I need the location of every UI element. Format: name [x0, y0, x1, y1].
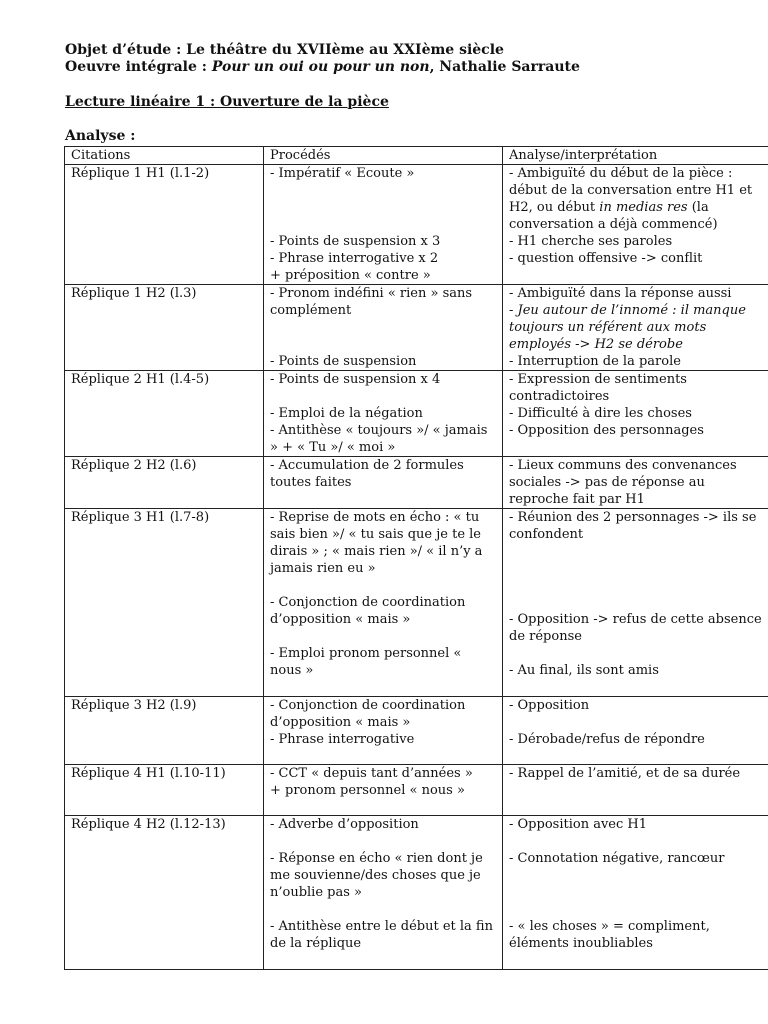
- citation-cell: Réplique 4 H1 (l.10-11): [65, 765, 264, 816]
- procedes-cell: [264, 285, 503, 371]
- study-object-line: Objet d’étude : Le théâtre du XVIIème au XXIème siècle: [65, 42, 504, 58]
- procede-item: [270, 577, 496, 594]
- procedes-cell: [264, 371, 503, 457]
- citation-cell: Réplique 3 H1 (l.7-8): [65, 509, 264, 697]
- table-row: [65, 509, 768, 697]
- procedes-cell: [264, 816, 503, 970]
- analyse-item: - H1 cherche ses paroles - question offensive -> conflit: [509, 234, 703, 266]
- analyse-item: - Expression de sentiments contradictoires - Difficulté à dire les choses - Opposition des personnages: [509, 372, 704, 438]
- procede-item: [270, 628, 496, 645]
- analyse-cell: [503, 165, 768, 285]
- table-row: [65, 371, 768, 457]
- header-citations: Citations: [65, 147, 264, 165]
- procede-item: - Reprise de mots en écho : « tu sais bien »/ « tu sais que je te le dirais » ; « mais rien »/ « il n’y a jamais rien eu »: [270, 510, 483, 576]
- procede-item: - Conjonction de coordination d’opposition « mais » - Phrase interrogative: [270, 698, 466, 747]
- procede-item: - Points de suspension: [270, 354, 417, 369]
- analyse-item: - Ambiguïté dans la réponse aussi: [509, 286, 732, 301]
- analyse-item: - Lieux communs des convenances sociales -> pas de réponse au reproche fait par H1: [509, 458, 737, 507]
- procede-item: [270, 216, 496, 233]
- procede-item: - Impératif « Ecoute »: [270, 166, 415, 181]
- citation-cell: Réplique 3 H2 (l.9): [65, 697, 264, 765]
- work-title: Pour un oui ou pour un non: [211, 59, 430, 75]
- analyse-cell: [503, 765, 768, 816]
- analyse-cell: [503, 371, 768, 457]
- procede-item: - Accumulation de 2 formules toutes faites: [270, 458, 464, 490]
- citation-cell: Réplique 2 H2 (l.6): [65, 457, 264, 509]
- analyse-cell: [503, 697, 768, 765]
- procede-item: [270, 833, 496, 850]
- analyse-cell: [503, 509, 768, 697]
- procedes-cell: [264, 509, 503, 697]
- procede-item: [270, 901, 496, 918]
- analyse-cell: [503, 285, 768, 371]
- header-analyse: Analyse/interprétation: [503, 147, 768, 165]
- analyse-heading: Analyse :: [65, 128, 136, 144]
- procede-item: - Réponse en écho « rien dont je me souvienne/des choses que je n’oublie pas »: [270, 851, 483, 900]
- lecture-heading: Lecture linéaire 1 : Ouverture de la pièce: [65, 94, 389, 110]
- analyse-item: - Rappel de l’amitié, et de sa durée: [509, 766, 741, 781]
- procedes-cell: [264, 697, 503, 765]
- table-row: [65, 816, 768, 970]
- procedes-cell: [264, 457, 503, 509]
- procede-item: [270, 388, 496, 405]
- procede-item: - Points de suspension x 3 - Phrase interrogative x 2 + préposition « contre »: [270, 234, 441, 283]
- table-header-row: [65, 147, 768, 165]
- analyse-item: - Interruption de la parole: [509, 354, 681, 369]
- analyse-item: - Opposition avec H1 - Connotation négative, rancœur - « les choses » = compliment, éléments inoubliables: [509, 817, 725, 951]
- citation-cell: Réplique 2 H1 (l.4-5): [65, 371, 264, 457]
- procede-item: - Pronom indéfini « rien » sans complément: [270, 286, 473, 318]
- analyse-item: - Ambiguïté du début de la pièce : début de la conversation entre H1 et H2, ou début in medias res (la conversation a déjà commencé): [509, 166, 753, 232]
- citation-cell: Réplique 1 H2 (l.3): [65, 285, 264, 371]
- procedes-cell: [264, 765, 503, 816]
- citation-cell: Réplique 4 H2 (l.12-13): [65, 816, 264, 970]
- table-row: [65, 457, 768, 509]
- procede-item: - Emploi pronom personnel « nous »: [270, 646, 462, 678]
- analyse-item: - Jeu autour de l’innomé : il manque toujours un référent aux mots employés -> H2 se dérobe: [509, 303, 746, 352]
- procede-item: - CCT « depuis tant d’années » + pronom personnel « nous »: [270, 766, 473, 798]
- analyse-item: - Opposition - Dérobade/refus de répondre: [509, 698, 705, 747]
- procede-item: - Points de suspension x 4: [270, 372, 441, 387]
- citation-cell: Réplique 1 H1 (l.1-2): [65, 165, 264, 285]
- procedes-cell: [264, 165, 503, 285]
- procede-item: - Conjonction de coordination d’opposition « mais »: [270, 595, 466, 627]
- analyse-cell: [503, 816, 768, 970]
- procede-item: [270, 199, 496, 216]
- table-row: [65, 165, 768, 285]
- analyse-item: - Réunion des 2 personnages -> ils se confondent - Opposition -> refus de cette absence de réponse - Au final, ils sont amis: [509, 510, 762, 678]
- procede-item: [270, 182, 496, 199]
- table-row: [65, 697, 768, 765]
- work-prefix: Oeuvre intégrale :: [65, 59, 212, 75]
- table-row: [65, 765, 768, 816]
- procede-item: - Emploi de la négation - Antithèse « toujours »/ « jamais » + « Tu »/ « moi »: [270, 406, 488, 455]
- analyse-cell: [503, 457, 768, 509]
- procede-item: - Antithèse entre le début et la fin de la réplique: [270, 919, 493, 951]
- header-procedes: Procédés: [264, 147, 503, 165]
- procede-item: [270, 319, 496, 336]
- analysis-table: [64, 146, 768, 970]
- table-row: [65, 285, 768, 371]
- procede-item: - Adverbe d’opposition: [270, 817, 419, 832]
- procede-item: [270, 336, 496, 353]
- work-line: [65, 59, 580, 76]
- work-author: , Nathalie Sarraute: [429, 59, 580, 75]
